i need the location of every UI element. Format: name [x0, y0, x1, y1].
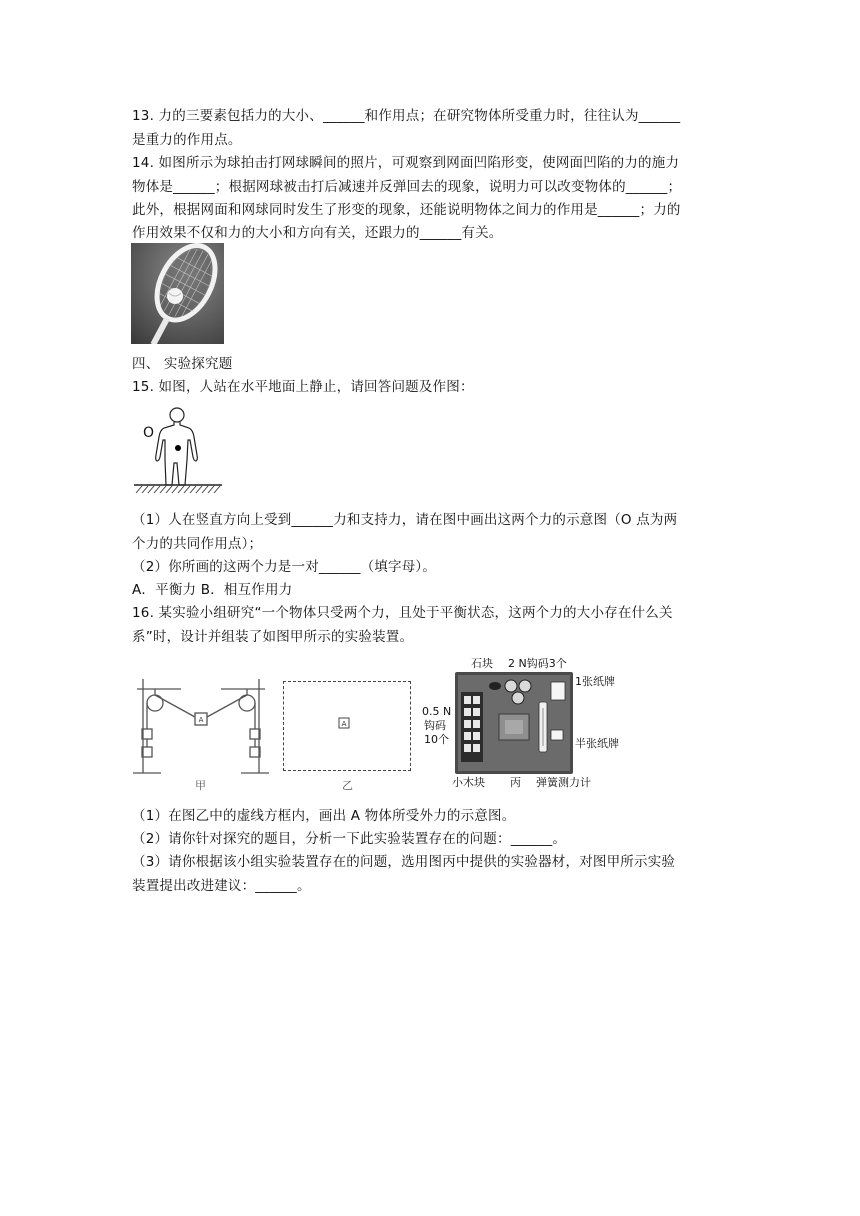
- label-spring-scale: 弹簧测力计: [536, 776, 591, 789]
- standing-person-figure: [130, 405, 226, 497]
- label-05n-line3: 10个: [424, 733, 449, 746]
- figure-yi-label: 乙: [342, 779, 353, 792]
- figure-yi-drawing-box[interactable]: [283, 681, 411, 771]
- q15-sub1-line2: 个力的共同作用点）；: [132, 536, 263, 552]
- q14-line3: 此外，根据网面和网球同时发生了形变的现象，还能说明物体之间力的作用是______；力的: [132, 202, 681, 218]
- label-half-card: 半张纸牌: [575, 737, 619, 750]
- q13-line2: 是重力的作用点。: [132, 132, 242, 148]
- point-o-dot: [175, 445, 181, 451]
- label-stone: 石块: [471, 657, 493, 670]
- svg-text:A: A: [198, 716, 204, 724]
- q14-line1: 14. 如图所示为球拍击打网球瞬间的照片，可观察到网面凹陷形变，使网面凹陷的力的施力: [132, 155, 680, 171]
- figure-bing-label: 丙: [510, 776, 521, 789]
- q13-line1: 13. 力的三要素包括力的大小、______和作用点；在研究物体所受重力时，往往认为______: [132, 108, 681, 124]
- q14-line2: 物体是______；根据网球被击打后减速并反弹回去的现象，说明力可以改变物体的______；: [132, 179, 682, 195]
- q15-sub2: （2）你所画的这两个力是一对______（填字母）。: [132, 559, 437, 575]
- figure-jia-label: 甲: [195, 779, 206, 792]
- q14-line4: 作用效果不仅和力的大小和方向有关，还跟力的______有关。: [132, 225, 503, 241]
- q16-stem-line1: 16. 某实验小组研究“一个物体只受两个力，且处于平衡状态，这两个力的大小存在什么关: [132, 605, 673, 621]
- label-05n-line2: 钩码: [424, 719, 446, 732]
- q15-stem: 15. 如图，人站在水平地面上静止，请回答问题及作图：: [132, 379, 474, 395]
- label-one-card: 1张纸牌: [575, 675, 615, 688]
- label-05n-line1: 0.5 N: [422, 705, 452, 718]
- figure-jia-apparatus: [131, 673, 271, 793]
- q16-sub3-line2: 装置提出改进建议：______。: [132, 878, 311, 894]
- q16-sub2: （2）请你针对探究的题目，分析一下此实验装置存在的问题：______。: [132, 831, 567, 847]
- section-heading: 四、 实验探究题: [132, 356, 233, 372]
- tennis-racket-photo: [131, 243, 224, 344]
- label-2n-weights: 2 N钩码3个: [508, 657, 567, 670]
- q16-stem-line2: 系”时，设计并组装了如图甲所示的实验装置。: [132, 629, 414, 645]
- point-o-label: O: [143, 425, 155, 441]
- q16-sub3-line1: （3）请你根据该小组实验装置存在的问题，选用图丙中提供的实验器材，对图甲所示实验: [132, 854, 676, 870]
- q15-options: A．平衡力 B．相互作用力: [132, 582, 293, 598]
- label-wood-block: 小木块: [452, 776, 485, 789]
- figure-bing-equipment-photo: [455, 672, 573, 774]
- q16-sub1: （1）在图乙中的虚线方框内，画出 A 物体所受外力的示意图。: [132, 808, 516, 824]
- q15-sub1-line1: （1）人在竖直方向上受到______力和支持力，请在图中画出这两个力的示意图（O 点为两: [132, 512, 678, 528]
- svg-text:A: A: [341, 720, 347, 728]
